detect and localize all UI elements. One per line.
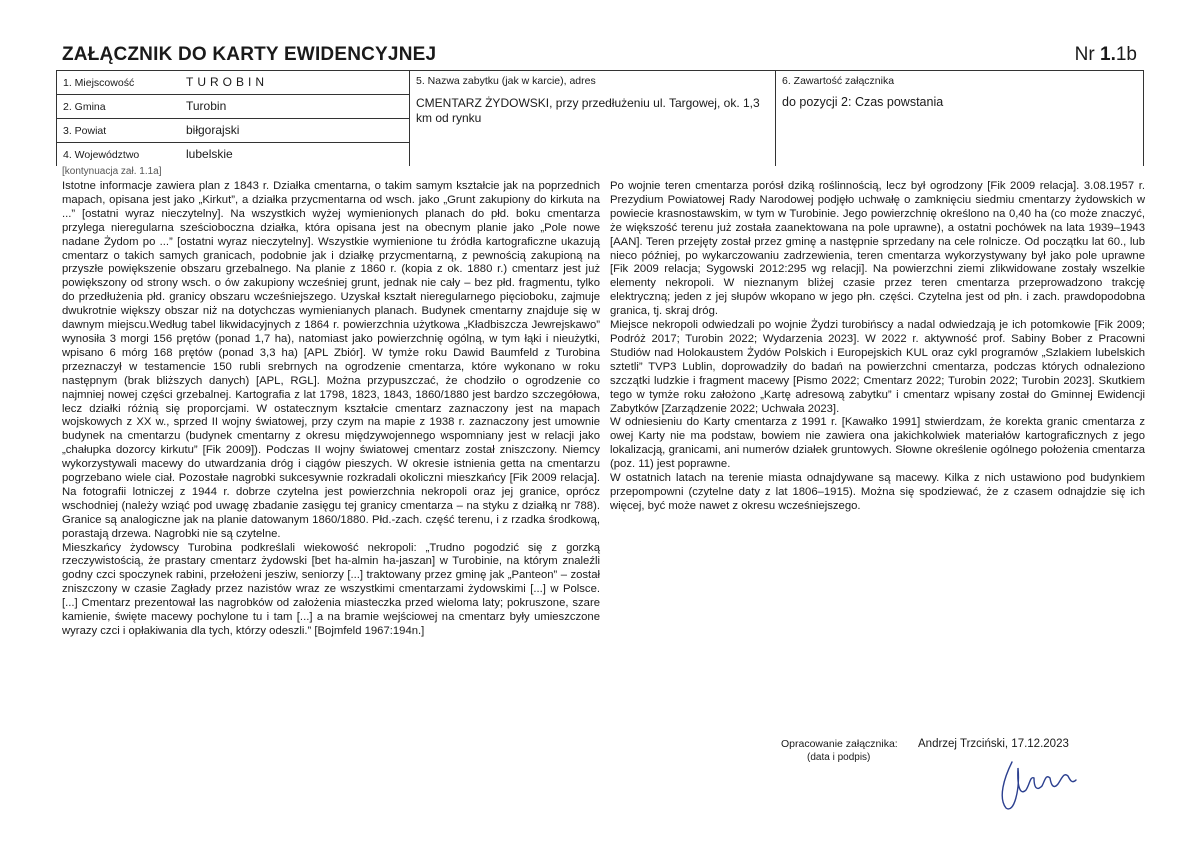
location-fields	[57, 71, 410, 166]
field-label: 2. Gmina	[63, 101, 106, 113]
paragraph: W ostatnich latach na terenie miasta odnajdywane są macewy. Kilka z nich ustawiono pod budynkiem przepompowni (czytelne daty z lat 1806–1915). Można się spodziewać, że z czasem odnajdzie się ich więcej, być może nawet z okresu wcześniejszego.	[610, 472, 1145, 512]
monument-name-label: 5. Nazwa zabytku (jak w karcie), adres	[416, 75, 596, 87]
field-wojewodztwo	[57, 143, 409, 166]
field-label: 4. Województwo	[63, 149, 140, 161]
paragraph: Istotne informacje zawiera plan z 1843 r. Działka cmentarna, o takim samym kształcie jak na poprzednich mapach, opisana jest jako „Kirkut”, a działka przycmentarna od wsch. jako „Grunt zakupiony do kirkuta na ...” [ostatni wyraz nieczytelny]. Na wszystkich wyżej wymienionych planach do płd. boku cmentarza przylega nieregularna sześcioboczna działka, która opisana jest na obecnym planie jako „Pole nowe nadane Żydom po ...” [ostatni wyraz nieczytelny]. Wszystkie wymienione tu źródła kartograficzne ukazują cmentarz o takich samych granicach, podobnie jak i działkę przycmentarną, z pewnością zakupioną na przyszłe powiększenie obszaru grzebalnego. Na planie z 1860 r. (kopia z ok. 1880 r.) cmentarz jest już powiększony od strony wsch. o ów zakupiony wcześniej grunt, jednak nie cały – bez płd. fragmentu, tylko do przedłużenia płd. granicy obszaru wcześniejszego. Uzyskał kształt nieregularnego pięcioboku, zajmuje dwukrotnie większy obszar niż na dotychczas wymienianych planach. Budynek cmentarny znajduje się w dawnym miejscu.Według tabel likwidacyjnych z 1864 r. powierzchnia użytkowa „Kładbiszcza Jewrejskawo” wynosiła 3 morgi 156 prętów (ponad 1,7 ha), natomiast jako powierzchnię ogólną, w tym łąki i nieużytki, wpisano 6 mórg 168 prętów (ponad 3,3 ha) [APL Zbiór]. W tymże roku Dawid Baumfeld z Turobina przeznaczył w testamencie 150 rubli srebrnych na ogrodzenie cmentarza, które wykonano w roku następnym (brak bliższych danych) [APL, RGL]. Można przypuszczać, że chodziło o ogrodzenie co najmniej nowej części grzebalnej. Kartografia z lat 1798, 1823, 1843, 1860/1880 jest bardzo szczegółowa, lecz działki różnią się proporcjami. W ostatecznym kształcie cmentarz zaznaczony jest na mapach wojskowych z XX w., sprzed II wojny światowej, przy czym na mapie z 1938 r. zaznaczony jest umownie budynek na cmentarzu (budynek cmentarny z okresu międzywojennego wspomniany jest w relacji jako „chałupka dozorcy kirkutu” [Fik 2009]). Podczas II wojny światowej cmentarz został zniszczony. Niemcy wykorzystywali macewy do utwardzania dróg i ciągów pieszych. W okresie istnienia getta na cmentarzu pogrzebano wiele ciał. Pozostałe nagrobki sukcesywnie rozkradali okoliczni mieszkańcy [Fik 2009 relacja]. Na fotografii lotniczej z 1944 r. dobrze czytelna jest powierzchnia nekropoli oraz jej granice, oprócz wschodniej (należy wziąć pod uwagę zbadanie zasięgu tej granicy cmentarza – na styku z działką nr 788). Granice są analogiczne jak na planie datowanym 1860/1880. Płd.-zach. część terenu, i z rzadka środkową, porastają drzewa. Nagrobki nie są czytelne.	[62, 180, 600, 540]
nr-value: 1.	[1100, 44, 1116, 65]
nr-suffix: 1b	[1115, 44, 1137, 65]
field-label: 1. Miejscowość	[63, 77, 135, 89]
footer-sub: (data i podpis)	[807, 752, 871, 763]
document-title: ZAŁĄCZNIK DO KARTY EWIDENCYJNEJ	[62, 44, 437, 65]
paragraph: Miejsce nekropoli odwiedzali po wojnie Żydzi turobińscy a nadal odwiedzają je ich potomkowie [Fik 2009; Podróż 2017; Turobin 2022; Wydarzenia 2023]. W 2022 r. aktywność prof. Sabiny Bober z Pracowni Studiów nad Holokaustem Żydów Polskich i Europejskich KUL oraz cykl programów „Szlakiem lubelskich sztetli” TVP3 Lublin, doprowadziły do badań na powierzchni cmentarza, podczas których odnaleziono szczątki ludzkie i fragment macewy [Pismo 2022; Cmentarz 2022; Turobin 2022; Turobin 2023]. Skutkiem tego w tymże roku założono „Kartę adresową zabytku” i cmentarz wpisany został do Gminnej Ewidencji Zabytków [Zarządzenie 2022; Uchwała 2023].	[610, 319, 1145, 415]
nr-prefix: Nr	[1074, 44, 1095, 65]
field-gmina	[57, 95, 409, 119]
field-value: TUROBIN	[186, 75, 268, 89]
attachment-content-value: do pozycji 2: Czas powstania	[782, 95, 944, 109]
field-value: lubelskie	[186, 147, 233, 161]
footer-label: Opracowanie załącznika:	[781, 738, 898, 750]
footer	[781, 738, 1069, 763]
field-value: biłgorajski	[186, 123, 240, 137]
attachment-number	[1075, 44, 1137, 66]
paragraph: Po wojnie teren cmentarza porósł dziką roślinnością, lecz był ogrodzony [Fik 2009 relacja]. 3.08.1957 r. Prezydium Powiatowej Rady Narodowej podjęło uchwałę o zamknięciu siedmiu cmentarzy żydowskich w powiecie krasnostawskim, w tym w Turobinie. Jego powierzchnię określono na 0,40 ha (co może znaczyć, że większość terenu już została zaanektowana na pole uprawne), a ostatni pochówek na lata 1939–1943 [AAN]. Teren przejęty został przez gminę a następnie sprzedany na cele rolnicze. Od początku lat 60., lub nieco później, po wykarczowaniu zadrzewienia, teren cmentarza wykorzystywany był jako pole uprawne [Fik 2009 relacja; Sygowski 2012:295 wg relacji]. Na powierzchni ziemi zlikwidowane zostały wszelkie elementy nekropoli. W nieznanym bliżej czasie przez teren cmentarza przeprowadzono trakcję elektryczną; jeden z jej słupów wkopano w jego płn. części. Czytelna jest od płn. i zach. prawdopodobna granica, tj. skraj dróg.	[610, 180, 1145, 318]
left-column-text	[62, 180, 600, 639]
attachment-content-cell	[776, 71, 1143, 166]
paragraph: Mieszkańcy żydowscy Turobina podkreślali wiekowość nekropoli: „Trudno pogodzić się z gorzką rzeczywistością, że prastary cmentarz żydowski [bet ha-almin ha-jaszan] w Turobinie, na którym znaleźli godny czci spoczynek rabini, przełożeni jesziw, seniorzy [...] traktowany przez gminę jak „Panteon” – został zniszczony w czasie Zagłady przez nazistów wraz ze wszystkimi cmentarzami żydowskimi [...] w Polsce. [...] Cmentarz prezentował las nagrobków od założenia miasteczka przed wieloma laty; pokruszone, szare kamienie, święte macewy pochylone tu i tam [...] a na bramie wejściowej na cmentarz były umieszczone wyrazy czci i opłakiwania dla tych, którzy odeszli.” [Bojmfeld 1967:194n.]	[62, 541, 600, 637]
field-label: 3. Powiat	[63, 125, 107, 137]
header-table	[56, 70, 1144, 166]
right-column-text	[610, 180, 1145, 514]
field-powiat	[57, 119, 409, 143]
signature-icon	[990, 750, 1085, 815]
field-miejscowosc	[57, 71, 409, 95]
monument-name-cell	[410, 71, 776, 166]
monument-name-value: CMENTARZ ŻYDOWSKI, przy przedłużeniu ul. Targowej, ok. 1,3 km od rynku	[416, 96, 760, 125]
continuation-note: [kontynuacja zał. 1.1a]	[62, 166, 162, 177]
field-value: Turobin	[186, 99, 227, 113]
attachment-content-label: 6. Zawartość załącznika	[782, 75, 895, 87]
paragraph: W odniesieniu do Karty cmentarza z 1991 r. [Kawałko 1991] stwierdzam, że korekta granic cmentarza z owej Karty nie ma podstaw, bowiem nie zawiera ona jakichkolwiek materiałów kartograficznych z jego lokalizacją, granicami, ani numerów działek gruntowych. Słowne określenie ogólnego położenia cmentarza (poz. 11) jest poprawne.	[610, 416, 1145, 471]
footer-author: Andrzej Trzciński, 17.12.2023	[918, 738, 1069, 750]
